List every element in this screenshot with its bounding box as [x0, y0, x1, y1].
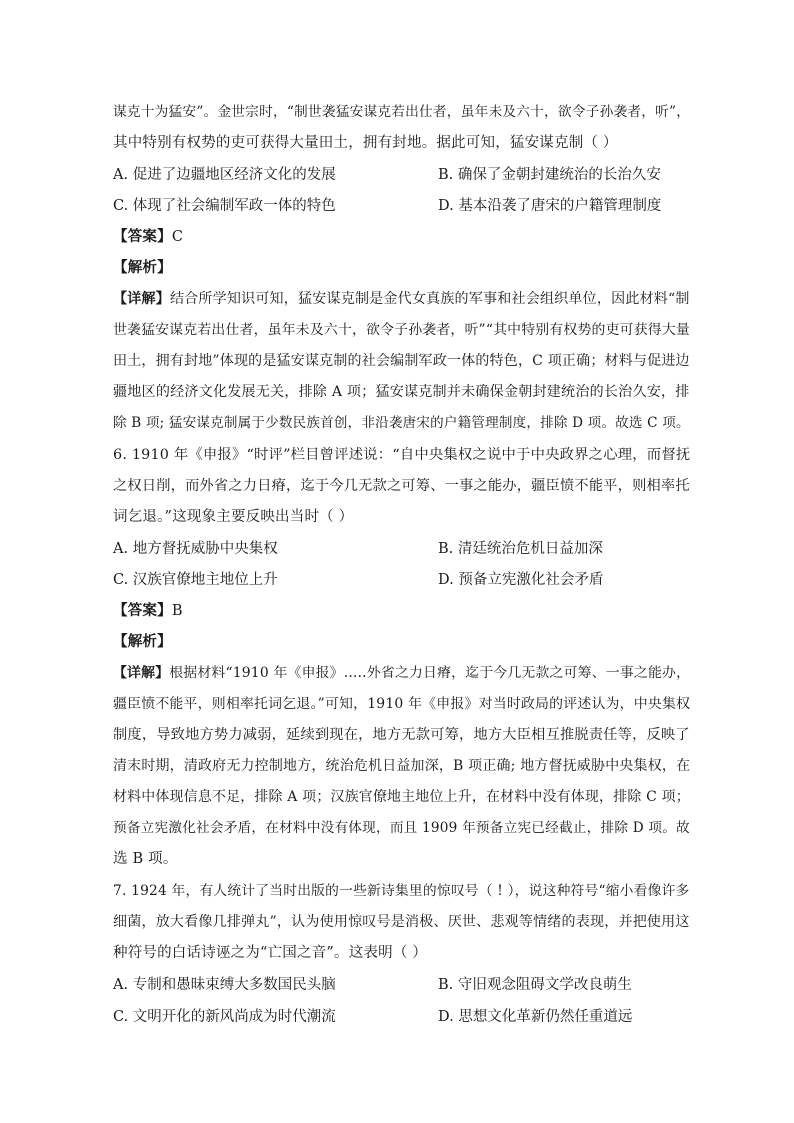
q7-stem-line-1: 7. 1924 年，有人统计了当时出版的一些新诗集里的惊叹号（ ! ），说这种符号“缩小看像许多: [113, 883, 690, 899]
detail-text: 结合所学知识可知，猛安谋克制是金代女真族的军事和社会组织单位，因此材料“制: [169, 291, 690, 307]
q6-analysis-tag: 【解析】: [113, 633, 172, 650]
answer-value: B: [171, 603, 183, 619]
q6-detail-line-5: 材料中体现信息不足，排除 A 项；汉族官僚地主地位上升，在材料中没有体现，排除 C 项；: [113, 789, 690, 805]
q5-option-b: B. 确保了金朝封建统治的长治久安: [438, 167, 661, 183]
answer-value: C: [171, 229, 184, 245]
q5-detail-line-2: 世袭猛安谋克若出仕者，虽年未及六十，欲令子孙袭者，听”“其中特别有权势的吏可获得大量: [113, 322, 690, 338]
q7-option-d: D. 思想文化革新仍然任重道远: [438, 1009, 633, 1025]
q5-option-d: D. 基本沿袭了唐宋的户籍管理制度: [438, 198, 662, 214]
q6-option-b: B. 清廷统治危机日益加深: [438, 541, 603, 557]
q7-option-b: B. 守旧观念阻碍文学改良萌生: [438, 977, 632, 993]
q5-option-a: A. 促进了边疆地区经济文化的发展: [113, 167, 336, 183]
answer-tag: 【答案】: [113, 602, 172, 619]
q5-detail-line-4: 疆地区的经济文化发展无关，排除 A 项；猛安谋克制并未确保金朝封建统治的长治久安，排: [113, 384, 690, 400]
q6-detail-line-3: 制度，导致地方势力减弱，延续到现在，地方无款可筹，地方大臣相互推脱责任等，反映了: [113, 727, 690, 743]
q6-stem-line-3: 词乞退。”这现象主要反映出当时（ ）: [113, 509, 354, 525]
q6-stem-line-1: 6. 1910 年《申报》“时评”栏目曾评述说：“自中央集权之说中于中央政界之心理，而督抚: [113, 447, 691, 463]
q5-stem-line-1: 谋克十为猛安”。金世宗时，“制世袭猛安谋克若出仕者，虽年未及六十，欲令子孙袭者，听”，: [113, 104, 691, 120]
q6-detail-line-6: 预备立宪激化社会矛盾，在材料中没有体现，而且 1909 年预备立宪已经截止，排除 D 项。故: [113, 820, 690, 836]
detail-tag: 【详解】: [113, 665, 170, 681]
q7-option-a: A. 专制和愚昧束缚大多数国民头脑: [113, 977, 336, 993]
q6-detail-line-4: 清末时期，清政府无力控制地方，统治危机日益加深，B 项正确; 地方督抚威胁中央集权，在: [113, 758, 691, 774]
q7-stem-line-2: 细菌，放大看像几排弹丸”，认为使用惊叹号是消极、厌世、悲观等情绪的表现，并把使用这: [113, 914, 690, 930]
q6-detail-line-2: 疆臣愤不能平，则相率托词乞退。”可知，1910 年《申报》对当时政局的评述认为，中央集权: [113, 696, 691, 712]
q5-option-c: C. 体现了社会编制军政一体的特色: [113, 198, 336, 214]
q6-option-a: A. 地方督抚威胁中央集权: [113, 541, 278, 557]
q5-detail-line-1: [113, 289, 690, 309]
q7-option-c: C. 文明开化的新风尚成为时代潮流: [113, 1009, 336, 1025]
q6-detail-line-7: 选 B 项。: [113, 851, 178, 867]
q7-stem-line-3: 种符号的白话诗诬之为“亡国之音”。这表明（ ）: [113, 945, 428, 961]
q5-stem-line-2: 其中特别有权势的吏可获得大量田土，拥有封地。据此可知，猛安谋克制（ ）: [113, 135, 618, 151]
detail-tag: 【详解】: [113, 291, 170, 307]
q6-answer: [113, 601, 183, 621]
q6-option-c: C. 汉族官僚地主地位上升: [113, 572, 278, 588]
q5-detail-line-5: 除 B 项; 猛安谋克制属于少数民族首创，非沿袭唐宋的户籍管理制度，排除 D 项。故选 C 项。: [113, 415, 690, 431]
answer-tag: 【答案】: [113, 228, 172, 245]
q5-analysis-tag: 【解析】: [113, 259, 172, 276]
q6-detail-line-1: [113, 663, 690, 683]
detail-text: 根据材料“1910 年《申报》.....外省之力日瘠，迄于今几无款之可筹、一事之能办，: [169, 665, 691, 681]
q6-option-d: D. 预备立宪激化社会矛盾: [438, 572, 604, 588]
q6-stem-line-2: 之权日削，而外省之力日瘠，迄于今几无款之可筹、一事之能办，疆臣愤不能平，则相率托: [113, 478, 690, 494]
q5-detail-line-3: 田土，拥有封地”体现的是猛安谋克制的社会编制军政一体的特色，C 项正确；材料与促进边: [113, 353, 690, 369]
q5-answer: [113, 227, 183, 247]
